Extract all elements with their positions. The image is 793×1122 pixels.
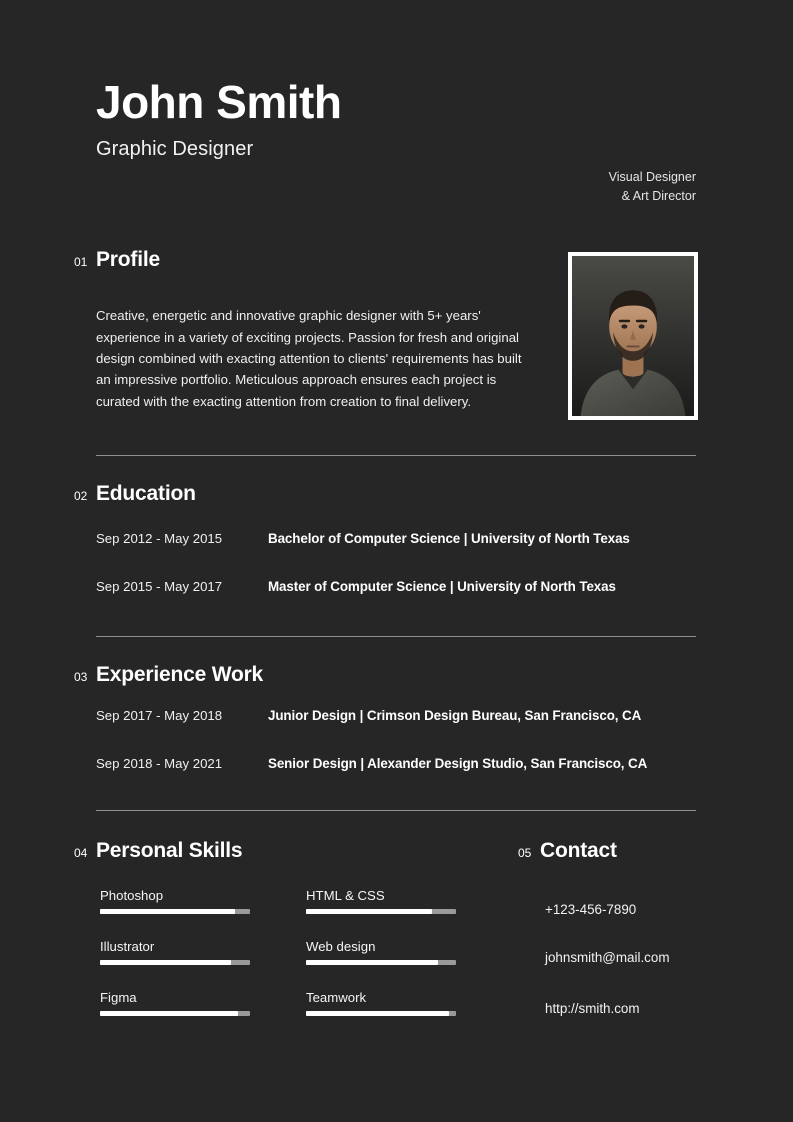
section-heading-contact <box>518 839 617 863</box>
header <box>96 78 696 161</box>
experience-row <box>96 708 716 723</box>
section-heading-education <box>74 482 196 506</box>
section-number: 01 <box>74 255 88 269</box>
skill-bar-fill <box>100 909 235 914</box>
education-date: Sep 2015 - May 2017 <box>96 579 223 594</box>
skill-bar-fill <box>306 1011 449 1016</box>
skill-bar-track <box>100 1011 250 1016</box>
skill-item <box>306 888 456 914</box>
skill-label: Photoshop <box>100 888 164 903</box>
experience-row <box>96 756 716 771</box>
section-number: 03 <box>74 670 88 684</box>
education-detail: Bachelor of Computer Science | University of North Texas <box>268 531 630 546</box>
section-number: 02 <box>74 489 88 503</box>
skill-item <box>306 990 456 1016</box>
skill-bar-track <box>306 1011 456 1016</box>
skill-bar-fill <box>100 960 231 965</box>
skill-label: HTML & CSS <box>306 888 385 903</box>
section-heading-skills <box>74 839 242 863</box>
skill-bar-fill <box>306 960 438 965</box>
tagline-line-1: Visual Designer <box>608 170 696 184</box>
experience-detail: Senior Design | Alexander Design Studio, San Francisco, CA <box>268 756 648 771</box>
experience-date: Sep 2017 - May 2018 <box>96 708 223 723</box>
skill-label: Figma <box>100 990 137 1005</box>
education-row <box>96 531 716 546</box>
contact-phone[interactable]: +123-456-7890 <box>545 902 637 917</box>
section-title: Education <box>96 482 196 505</box>
experience-detail: Junior Design | Crimson Design Bureau, San Francisco, CA <box>268 708 642 723</box>
divider <box>96 810 696 811</box>
skill-item <box>100 939 250 965</box>
skill-label: Teamwork <box>306 990 367 1005</box>
skill-item <box>100 990 250 1016</box>
tagline-line-2: & Art Director <box>621 188 696 203</box>
page-title: John Smith <box>96 76 342 128</box>
contact-website[interactable]: http://smith.com <box>545 1001 640 1016</box>
skill-bar-track <box>100 960 250 965</box>
section-heading-experience <box>74 663 263 687</box>
education-row <box>96 579 716 594</box>
skill-bar-fill <box>306 909 432 914</box>
profile-text: Creative, energetic and innovative graphic designer with 5+ years' experience in a variety of exciting projects. Passion for fresh and original design combined with exacting attention to clients' requirements has built an impressive portfolio. Meticulous approach ensures each project is curated with the exacting attention from creation to final delivery. <box>96 308 522 409</box>
header-tagline <box>496 168 696 206</box>
divider <box>96 455 696 456</box>
section-number: 05 <box>518 846 532 860</box>
skill-label: Web design <box>306 939 376 954</box>
contact-email[interactable]: johnsmith@mail.com <box>545 950 670 965</box>
skill-bar-track <box>306 909 456 914</box>
portrait-photo-icon <box>572 256 694 416</box>
skill-item <box>100 888 250 914</box>
section-title: Profile <box>96 248 160 271</box>
section-number: 04 <box>74 846 88 860</box>
experience-date: Sep 2018 - May 2021 <box>96 756 223 771</box>
education-date: Sep 2012 - May 2015 <box>96 531 223 546</box>
section-title: Experience Work <box>96 663 264 686</box>
section-heading-profile <box>74 248 160 272</box>
skill-bar-fill <box>100 1011 238 1016</box>
education-detail: Master of Computer Science | University of North Texas <box>268 579 616 594</box>
skill-item <box>306 939 456 965</box>
job-role: Graphic Designer <box>96 138 254 161</box>
skill-bar-track <box>306 960 456 965</box>
section-title: Personal Skills <box>96 839 243 862</box>
portrait-photo <box>568 252 698 420</box>
skill-label: Illustrator <box>100 939 155 954</box>
skill-bar-track <box>100 909 250 914</box>
section-title: Contact <box>540 839 617 862</box>
divider <box>96 636 696 637</box>
